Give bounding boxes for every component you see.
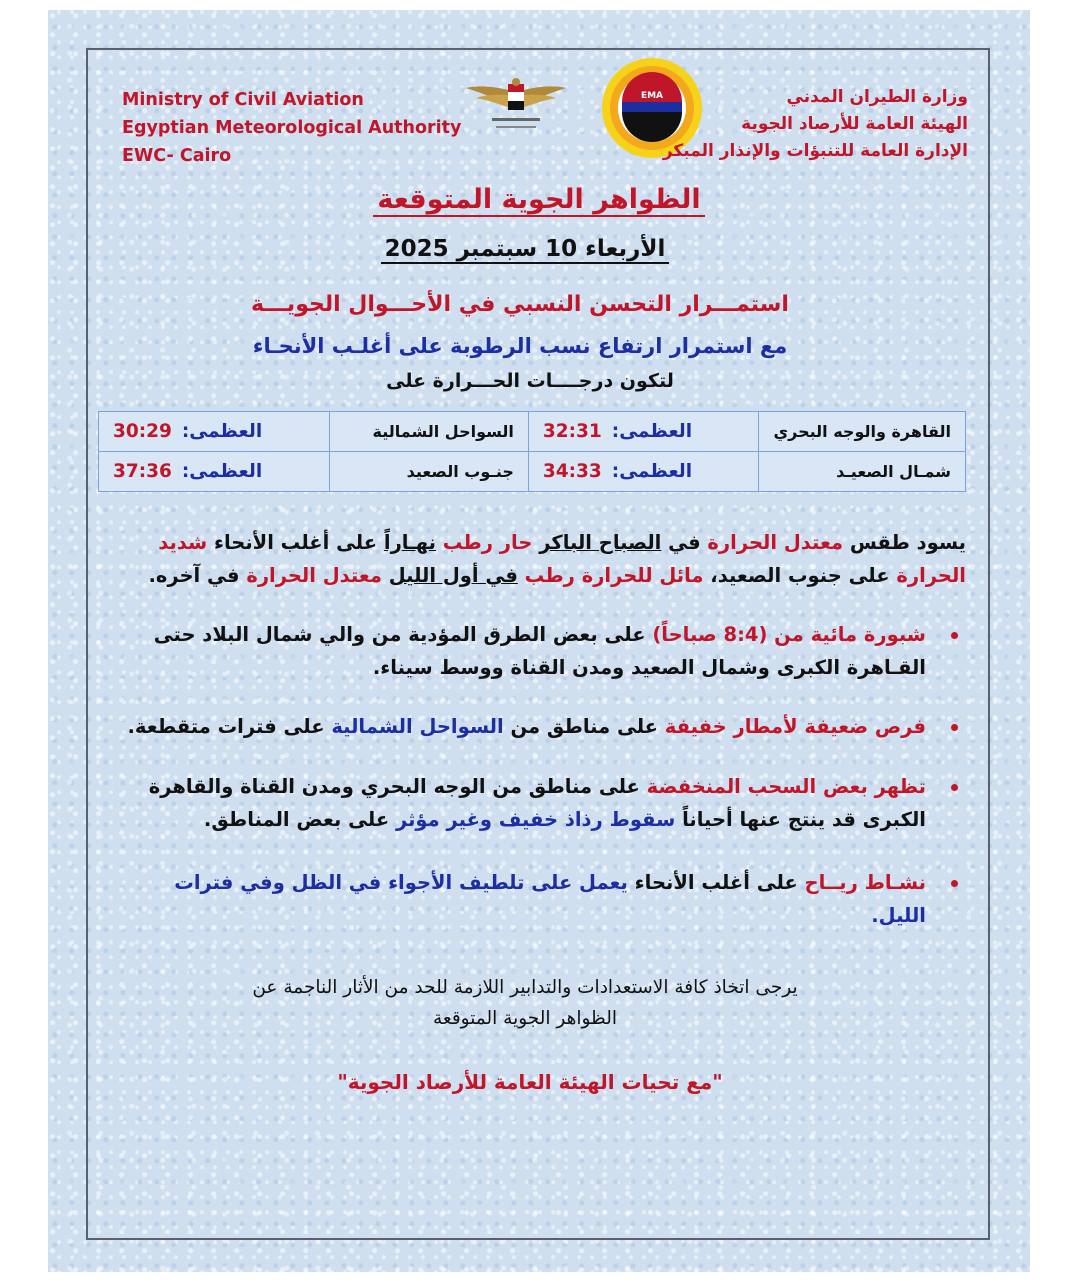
civil-aviation-wings-logo <box>462 74 570 138</box>
table-row <box>99 412 966 452</box>
bullet-dot-icon <box>951 880 958 887</box>
temperature-table <box>98 411 966 492</box>
text-span: فرص ضعيفة لأمطار خفيفة <box>664 715 926 738</box>
subtitle-humidity: مع استمرار ارتفاع نسب الرطوبة على أغلـب الأنحـاء <box>252 334 788 358</box>
advisory-note <box>0 972 1050 1034</box>
text-span: يسود طقس <box>849 531 966 554</box>
ministry-name-ar: وزارة الطيران المدني <box>786 87 968 107</box>
text-span: يعمل على تلطيف الأجواء في الظل وفي فترات الليل. <box>174 871 926 927</box>
report-title <box>0 184 1078 215</box>
bullet-dot-icon <box>951 784 958 791</box>
advisory-line-2: الظواهر الجوية المتوقعة <box>432 1008 617 1029</box>
bullet-rain <box>116 710 958 743</box>
region-cell: جنـوب الصعيد <box>329 452 528 492</box>
english-header <box>122 86 461 170</box>
text-span: على جنوب الصعيد، <box>710 564 890 587</box>
bullet-fog <box>116 618 958 684</box>
text-span: في أول الليل <box>388 564 518 587</box>
subtitle-improvement: استمـــرار التحسن النسبي في الأحـــوال الجويـــة <box>251 292 789 317</box>
report-title-text: الظواهر الجوية المتوقعة <box>373 184 704 217</box>
weather-summary-paragraph <box>96 526 966 592</box>
text-span: سقوط رذاذ خفيف وغير مؤثر <box>395 808 676 831</box>
report-date <box>0 236 1050 262</box>
text-span: في <box>668 531 701 554</box>
bullet-dot-icon <box>951 632 958 639</box>
text-span: على بعض الطرق المؤدية من والي شمال البلاد حتى القـاهرة الكبرى وشمال الصعيد ومدن القناة ووسط سيناء. <box>153 623 926 679</box>
text-span: حار رطب <box>442 531 533 554</box>
max-value: 32:31 <box>542 421 602 442</box>
text-span: في آخره. <box>148 564 240 587</box>
advisory-line-1: يرجى اتخاذ كافة الاستعدادات والتدابير اللازمة للحد من الأثار الناجمة عن <box>252 977 798 998</box>
center-name-en: EWC- Cairo <box>122 146 232 166</box>
region-cell: شمـال الصعيـد <box>759 452 966 492</box>
max-temp-cell <box>528 412 759 452</box>
max-value: 37:36 <box>113 461 172 482</box>
text-span: معتدل الحرارة <box>707 531 844 554</box>
ministry-name-en: Ministry of Civil Aviation <box>122 90 364 110</box>
text-span: على فترات متقطعة. <box>127 715 325 738</box>
text-span: نهـاراً <box>383 531 436 554</box>
max-value: 30:29 <box>113 421 172 442</box>
text-span: على أغلب الأنحاء <box>214 531 378 554</box>
bullet-clouds <box>116 770 958 836</box>
max-label: العظمى: <box>181 421 263 442</box>
arabic-header <box>663 84 968 165</box>
text-span: تظهر بعض السحب المنخفضة <box>646 775 926 798</box>
text-span: السواحل الشمالية <box>331 715 504 738</box>
text-span: نشـاط ريــاح <box>804 871 926 894</box>
text-span: شديد الحرارة <box>158 531 966 587</box>
department-name-ar: الإدارة العامة للتنبؤات والإنذار المبكر <box>662 141 968 161</box>
max-label: العظمى: <box>181 461 263 482</box>
text-span: على مناطق من الوجه البحري ومدن القناة والقاهرة الكبرى قد ينتج عنها أحياناً <box>148 775 926 831</box>
text-span: مائل للحرارة رطب <box>524 564 704 587</box>
report-date-text: الأربعاء 10 سبتمبر 2025 <box>381 236 670 264</box>
subtitle-temperatures-intro: لتكون درجــــات الحـــرارة على <box>386 370 674 392</box>
ema-logo-text: EMA <box>640 91 664 101</box>
max-temp-cell <box>528 452 759 492</box>
text-span: الصباح الباكر <box>539 531 662 554</box>
text-span: شبورة مائية من (8:4 صباحاً) <box>652 623 926 646</box>
bullet-winds <box>116 866 958 932</box>
max-label: العظمى: <box>611 461 693 482</box>
region-cell: السواحل الشمالية <box>329 412 528 452</box>
table-row <box>99 452 966 492</box>
max-temp-cell <box>99 452 330 492</box>
max-label: العظمى: <box>611 421 693 442</box>
text-span: على أغلب الأنحاء <box>634 871 798 894</box>
authority-name-en: Egyptian Meteorological Authority <box>122 118 462 138</box>
max-value: 34:33 <box>542 461 602 482</box>
text-span: على مناطق من <box>510 715 658 738</box>
text-span: معتدل الحرارة <box>246 564 382 587</box>
bullet-dot-icon <box>951 724 958 731</box>
closing-greeting: "مع تحيات الهيئة العامة للأرصاد الجوية" <box>337 1070 723 1094</box>
region-cell: القاهرة والوجه البحري <box>759 412 966 452</box>
max-temp-cell <box>99 412 330 452</box>
text-span: على بعض المناطق. <box>203 808 390 831</box>
authority-name-ar: الهيئة العامة للأرصاد الجوية <box>741 114 968 134</box>
